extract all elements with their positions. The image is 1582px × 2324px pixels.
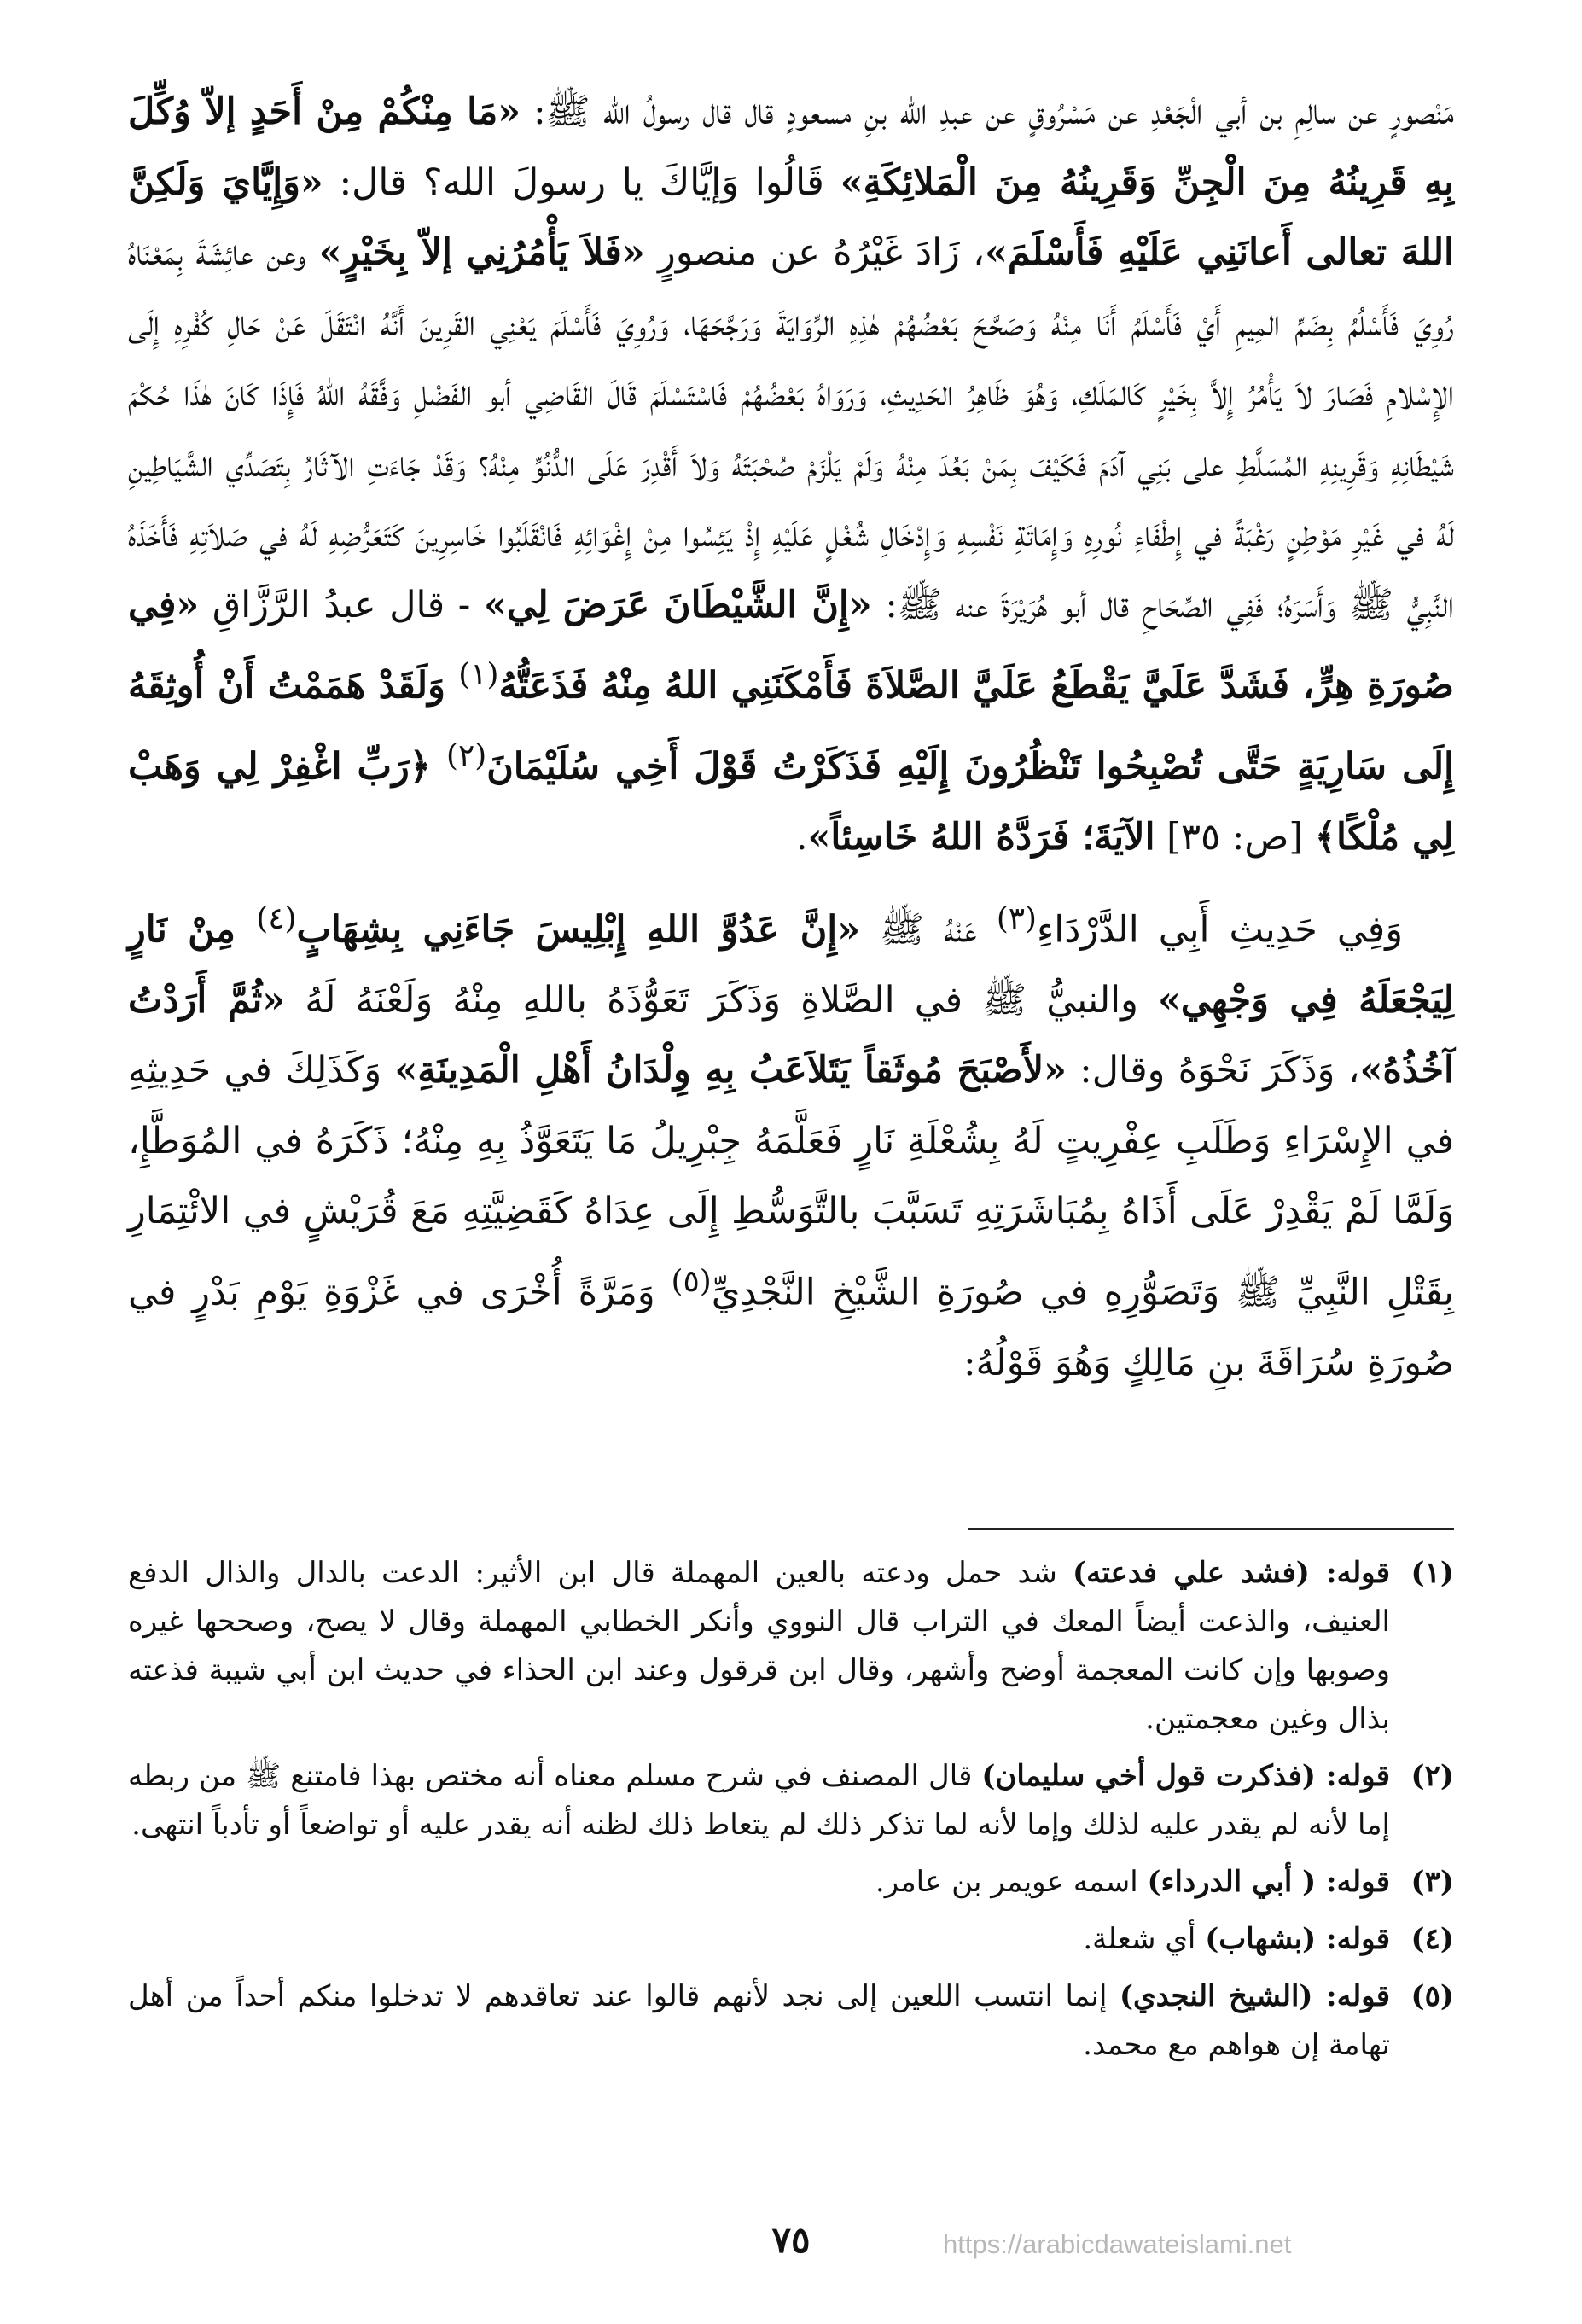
footnote-number: (٢)	[1410, 1759, 1454, 1793]
hadith-quote: مِنْ نَارٍ لِيَجْعَلَهُ فِي وَجْهِي»	[128, 908, 1454, 1022]
footnote	[128, 1752, 1454, 1849]
footnote-body: شد حمل ودعته بالعين المهملة قال ابن الأثير: الدعت بالدال والذال الدفع العنيف، والذعت أيضاً المعك في التراب قال النووي وأنكر الخطابي المهملة وقال لا يصح، وصححها غيره وصوبها وإن كانت المعجمة أوضح وأشهر، وقال ابن قرقول وعند ابن الحذاء في حديث ابن أبي شيبة فذعته بذال وغين معجمتين.	[128, 1556, 1390, 1736]
text-run: وعن عائِشَةَ بِمَعْنَاهُ رُوِيَ فَأَسْلُمُ بِضَمِّ المِيمِ أَيْ فَأَسْلَمُ أَنَا مِنْهُ وَصَحَّحَ بَعْضُهُمْ هٰذِهِ الرِّوَايَةَ وَرَجَّحَهَا، وَرُوِيَ فَأَسْلَمَ يَعْنِي القَرِينَ أَنَّهُ انْتَقَلَ عَنْ حَالِ كُفْرِهِ إِلَى الإِسْلامِ فَصَارَ لاَ يَأْمُرُ إِلاَّ بِخَيْرٍ كَالمَلَكِ، وَهُوَ ظَاهِرُ الحَدِيثِ، وَرَوَاهُ بَعْضُهُمْ فَاسْتَسْلَمَ قَالَ القَاضِي أبو الفَضْلِ وَفَّقَهُ اللهُ فَإِذَا كَانَ هٰذَا حُكْمَ شَيْطَانِهِ وَقَرِينِهِ المُسَلَّطِ على بَنِي آدَمَ فَكَيْفَ بِمَنْ بَعُدَ مِنْهُ وَلَمْ يَلْزَمْ صُحْبَتَهُ وَلاَ أَقْدِرَ عَلَى الدُّنُوِّ مِنْهُ؟ وَقَدْ جَاءَتِ الآثَارُ بِتَصَدِّي الشَّيَاطِينِ لَهُ في غَيْرِ مَوْطِنٍ رَغْبَةً في إِطْفَاءِ نُورِهِ وَإِمَاتَةِ نَفْسِهِ وَإِدْخَالِ شُغْلٍ عَلَيْهِ إِذْ يَئِسُوا مِنْ إِغْوَائِهِ فَانْقَلَبُوا خَاسِرِينَ كَتَعَرُّضِهِ لَهُ في صَلاَتِهِ فَأَخَذَهُ النَّبِيُّ ﷺ وَأَسَرَهُ؛ فَفِي الصِّحَاحِ قال أبو هُرَيْرَةَ عنه ﷺ:	[128, 231, 1454, 626]
footnote-ref: (٤)	[256, 901, 297, 937]
footnote-separator	[968, 1528, 1454, 1530]
text-run: وَفِي حَدِيثِ أَبِي الدَّرْدَاءِ	[1037, 908, 1404, 952]
main-text	[128, 77, 1454, 1398]
footnote-text	[128, 1915, 1390, 1964]
text-run: مَنْصورٍ عن سالِمِ بن أبي الْجَعْدِ عن مَسْرُوقٍ عن عبدِ الله بنِ مسعودٍ قال قال رسولُ الله ﷺ:	[521, 90, 1454, 133]
text-run: قَالُوا وَإيَّاكَ يا رسولَ الله؟ قال:	[323, 160, 840, 204]
footnote-keyword: قوله: (فذكرت قول أخي سليمان)	[981, 1759, 1390, 1793]
text-run: [ص: ٣٥]	[1155, 815, 1315, 859]
hadith-quote: «لأَصْبَحَ مُوثَقاً يَتَلاَعَبُ بِهِ وِلْدَانُ أَهْلِ الْمَدِينَةِ»	[394, 1049, 1067, 1092]
hadith-quote: وَلَقَدْ هَمَمْتُ أَنْ أُوثِقَهُ إِلَى سَارِيَةٍ حَتَّى تُصْبِحُوا تَنْظُرُونَ إِلَيْهِ فَذَكَرْتُ قَوْلَ أَخِي سُلَيْمَانَ	[128, 664, 1454, 789]
footnote-text	[128, 1972, 1390, 2070]
text-run: وَكَذَلِكَ في حَدِيثِهِ في الإِسْرَاءِ وَطَلَبِ عِفْرِيتٍ لَهُ بِشُعْلَةِ نَارٍ فَعَلَّمَهُ جِبْرِيلُ مَا يَتَعَوَّذُ بِهِ مِنْهُ؛ ذَكَرَهُ في المُوَطَّإِ، وَلَمَّا لَمْ يَقْدِرْ عَلَى أَذَاهُ بِمُبَاشَرَتِهِ تَسَبَّبَ بالتَّوَسُّطِ إِلَى عِدَاهُ كَقَضِيَّتِهِ مَعَ قُرَيْشٍ في الائْتِمَارِ بِقَتْلِ النَّبِيِّ ﷺ وَتَصَوُّرِهِ في صُورَةِ الشَّيْخِ النَّجْدِيِّ	[128, 1049, 1454, 1314]
paragraph	[128, 884, 1454, 1398]
footnote	[128, 1972, 1454, 2070]
footnote-number: (٤)	[1410, 1922, 1454, 1956]
text-run: وَمَرَّةً أُخْرَى في غَزْوَةِ يَوْمِ بَدْرٍ في صُورَةِ سُرَاقَةَ بنِ مَالِكٍ وَهُوَ قَوْلُهُ:	[128, 1271, 1454, 1384]
hadith-quote: ﴿رَبِّ اغْفِرْ لِي وَهَبْ لِي مُلْكًا﴾	[128, 745, 1454, 859]
text-run: .	[795, 815, 808, 859]
watermark-url: https://arabicdawateislami.net	[943, 2229, 1292, 2259]
footnote	[128, 1858, 1454, 1907]
footnote-text	[128, 1858, 1390, 1907]
footnote-keyword: قوله: (الشيخ النجدي)	[1119, 1979, 1390, 2013]
footnote-body: قال المصنف في شرح مسلم معناه أنه مختص بهذا فامتنع ﷺ من ربطه إما لأنه لم يقدر عليه لذلك وإما لأنه لما تذكر ذلك لم يتعاط ذلك لظنه أنه يقدر عليه أو تواضعاً أو تأدباً انتهى.	[128, 1759, 1390, 1842]
text-run: ، زَادَ غَيْرُهُ عن منصورٍ	[644, 231, 985, 274]
text-run: - قال عبدُ الرَّزَّاقِ	[199, 583, 484, 626]
text-run: ، وَذَكَرَ نَحْوَهُ وقال:	[1067, 1049, 1360, 1092]
footnote-keyword: قوله: ( أبي الدرداء)	[1147, 1865, 1390, 1899]
hadith-quote: «ثُمَّ أَرَدْتُ آخُذُهُ»	[128, 978, 1454, 1092]
hadith-quote: «إِنَّ عَدُوَّ اللهِ إِبْلِيسَ جَاءَنِي بِشِهَابٍ	[296, 908, 861, 952]
footnote-text	[128, 1549, 1390, 1744]
hadith-quote: «فِي صُورَةِ هِرٍّ، فَشَدَّ عَلَيَّ يَقْطَعُ عَلَيَّ الصَّلاَةَ فَأَمْكَنَنِي اللهُ مِنْهُ فَذَعَتُّهُ	[128, 583, 1455, 708]
page-number: ٧٥	[771, 2219, 811, 2261]
footnote-ref: (١)	[458, 657, 499, 692]
footnote-body: أي شعلة.	[1083, 1922, 1206, 1956]
footnote-ref: (٥)	[671, 1263, 712, 1299]
paragraph	[128, 77, 1454, 872]
footnote-ref: (٢)	[446, 737, 487, 773]
text-run: والنبيُّ ﷺ في الصَّلاةِ وَذَكَرَ تَعَوُّذَهُ باللهِ مِنْهُ وَلَعْنَهُ لَهُ	[285, 978, 1159, 1022]
footnotes	[128, 1549, 1454, 2078]
hadith-quote: «فَلاَ يَأْمُرُنِي إلاّ بِخَيْرٍ»	[318, 231, 645, 274]
hadith-quote: الآيَةَ؛ فَرَدَّهُ اللهُ خَاسِئاً»	[807, 815, 1155, 859]
footnote-number: (٣)	[1410, 1865, 1454, 1899]
footnote	[128, 1549, 1454, 1744]
hadith-quote: «وَإِيَّايَ وَلَكِنَّ اللهَ تعالى أَعانَنِي عَلَيْهِ فَأَسْلَمَ»	[128, 160, 1454, 274]
footnote-text	[128, 1752, 1390, 1849]
footnote-body: إنما انتسب اللعين إلى نجد لأنهم قالوا عند تعاقدهم لا تدخلوا منكم أحداً من أهل تهامة إن هواهم مع محمد.	[128, 1979, 1390, 2062]
hadith-quote: «مَا مِنْكُمْ مِنْ أَحَدٍ إلاّ وُكِّلَ بِهِ قَرِينُهُ مِنَ الْجِنِّ وَقَرِينُهُ مِنَ الْمَلائِكَةِ»	[128, 90, 1454, 204]
footnote-ref: (٣)	[996, 901, 1038, 937]
text-run: عَنْهُ ﷺ	[860, 908, 997, 952]
footnote-number: (٥)	[1410, 1979, 1454, 2013]
footnote-body: اسمه عويمر بن عامر.	[875, 1865, 1148, 1899]
footnote	[128, 1915, 1454, 1964]
footnote-keyword: قوله: (بشهاب)	[1205, 1922, 1390, 1956]
footnote-number: (١)	[1410, 1556, 1454, 1590]
hadith-quote: «إِنَّ الشَّيْطَانَ عَرَضَ لِي»	[483, 583, 872, 626]
footnote-keyword: قوله: (فشد علي فدعته)	[1073, 1556, 1390, 1590]
